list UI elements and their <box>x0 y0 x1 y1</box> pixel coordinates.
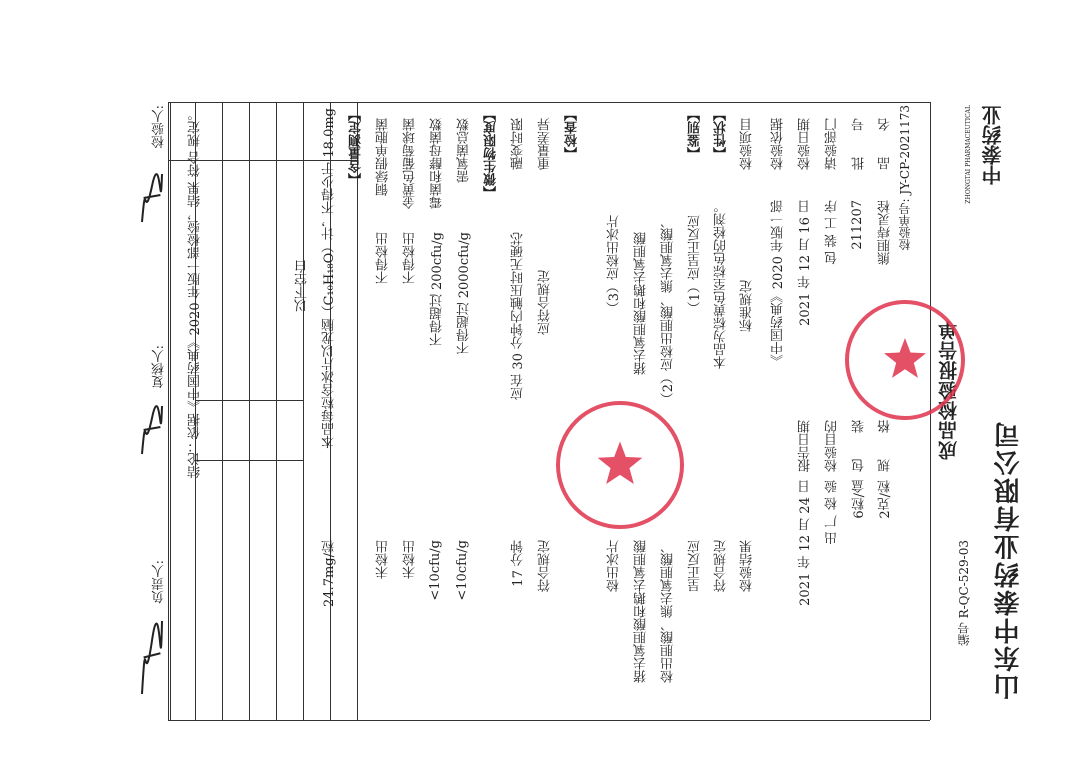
info-value: 包 装 工 序 <box>825 200 840 265</box>
row-item: 霉菌和酵母菌数 <box>430 118 445 209</box>
conclusion: 结论：依据《中国药典》2020 年版一部检验，结果 符合 规定。 <box>188 108 203 479</box>
info-value2: 2021 年 12 月 24 日 <box>798 480 813 606</box>
footer-reviewer: 复核人: <box>152 345 167 389</box>
row-result: 符合规定 <box>714 540 729 592</box>
row-standard: 不得检出 <box>376 232 391 284</box>
report-title: 成品检验报告单 <box>938 320 960 460</box>
footer-responsible: 负责人: <box>152 560 167 604</box>
info-label: 请验部门 <box>825 118 840 170</box>
info-value2: 出 厂 检 验 <box>825 480 840 545</box>
table-line <box>195 400 303 401</box>
table-line <box>276 102 277 720</box>
row-standard: 应符合规定 <box>538 270 553 335</box>
row-result: 符合规定 <box>538 540 553 592</box>
info-label: 检验日期 <box>798 118 813 170</box>
row-result: 猪去氧胆酸和鹅去氧胆酸 <box>634 540 649 683</box>
row-standard: 不得检出 <box>403 232 418 284</box>
info-label: 品 名 <box>878 118 893 170</box>
col-header-item: 检验项目 <box>740 118 755 170</box>
row-item: 需氧菌总数 <box>457 118 472 183</box>
footer-inspector: 检验人: <box>152 105 167 149</box>
reviewer-signature-icon <box>138 400 166 460</box>
table-line <box>249 102 250 720</box>
row-result: 未检出 <box>403 540 418 579</box>
row-result: 24.7mg/粒 <box>322 540 337 607</box>
report-number: 检验单号: JY-CP-2021173 <box>898 105 912 251</box>
table-line <box>195 460 303 461</box>
table-line <box>168 102 930 103</box>
row-result: 呈正反应 <box>688 540 703 592</box>
row-standard: 不得超过 200cfu/g <box>430 232 445 347</box>
info-label2: 包 装 <box>852 420 867 472</box>
row-standard: 猪去氧胆酸和鹅去氧胆酸 <box>634 232 649 375</box>
section-xingzhuang: 【性状】 <box>714 108 729 160</box>
row-result: <10cfu/g <box>428 540 443 601</box>
blank-note: 以下空白 <box>295 260 310 312</box>
row-result: 检出冰片 <box>607 540 622 592</box>
row-standard: （1）应呈正反应 <box>688 215 703 315</box>
row-standard: 本品每粒含冰片以龙脑（C₁₀H₁₈O）计，不得少于 18.0mg <box>322 108 337 449</box>
row-result: 17 分钟 <box>511 540 526 587</box>
row-standard: 本品为棕黄色至棕色的栓剂。 <box>714 200 729 369</box>
info-label2: 报告日期 <box>798 420 813 472</box>
table-line <box>168 720 930 721</box>
info-value: 熊胆痔灵栓 <box>878 200 893 265</box>
logo-subtitle: ZHONGTAI PHARMACEUTICAL <box>965 105 972 204</box>
table-line <box>303 102 304 720</box>
table-line <box>168 102 169 720</box>
section-weishengwu: 【微生物限度】 <box>484 108 499 199</box>
row-result: 未检出 <box>376 540 391 579</box>
section-jianbie: 【鉴别】 <box>688 108 703 160</box>
info-label: 检验依据 <box>771 118 786 170</box>
row-item: 铜绿假单胞菌 <box>376 118 391 196</box>
table-line <box>170 102 171 720</box>
info-label2: 检验目的 <box>825 420 840 472</box>
info-value2: 2克/粒 <box>878 480 893 519</box>
company-name: 山东中泰药业有限公司 <box>994 420 1024 700</box>
info-value2: 6粒/盒 <box>852 480 867 519</box>
col-header-standard: 标准规定 <box>740 280 755 332</box>
row-result: 检出胆酸、熊去氧胆酸、 <box>661 540 676 683</box>
quality-stamp-icon <box>845 300 965 420</box>
info-label: 批 号 <box>852 118 867 170</box>
section-hanliang: 【含量测定】 <box>349 108 364 186</box>
row-standard: （2）应检出胆酸、熊去氧胆酸、 <box>661 215 676 406</box>
row-item: 重量差异 <box>538 118 553 170</box>
inspector-signature-icon <box>138 168 166 228</box>
info-value: 211207 <box>850 200 865 250</box>
row-item: 金黄色葡萄球菌 <box>403 118 418 209</box>
row-standard: 应在 30 分钟内触压时无硬芯 <box>511 232 526 400</box>
info-value: 2021 年 12 月 16 日 <box>798 200 813 326</box>
col-header-result: 检验结果 <box>740 540 755 592</box>
logo-text: 中泰药业 <box>981 105 1005 185</box>
table-line <box>222 102 223 720</box>
form-number: 编号 R-QC-529-03 <box>957 540 971 647</box>
info-label2: 规 格 <box>878 420 893 472</box>
table-line <box>357 102 358 720</box>
row-item: 融变时限 <box>511 118 526 170</box>
company-seal-icon <box>556 401 684 529</box>
info-value: 《中国药典》2020 年版一部 <box>771 200 786 368</box>
row-standard: 不得超过 2000cfu/g <box>457 232 472 355</box>
row-standard: （3）应检出冰片 <box>607 215 622 315</box>
responsible-signature-icon <box>138 615 166 700</box>
row-result: <10cfu/g <box>455 540 470 601</box>
section-jiancha: 【检查】 <box>565 108 580 160</box>
